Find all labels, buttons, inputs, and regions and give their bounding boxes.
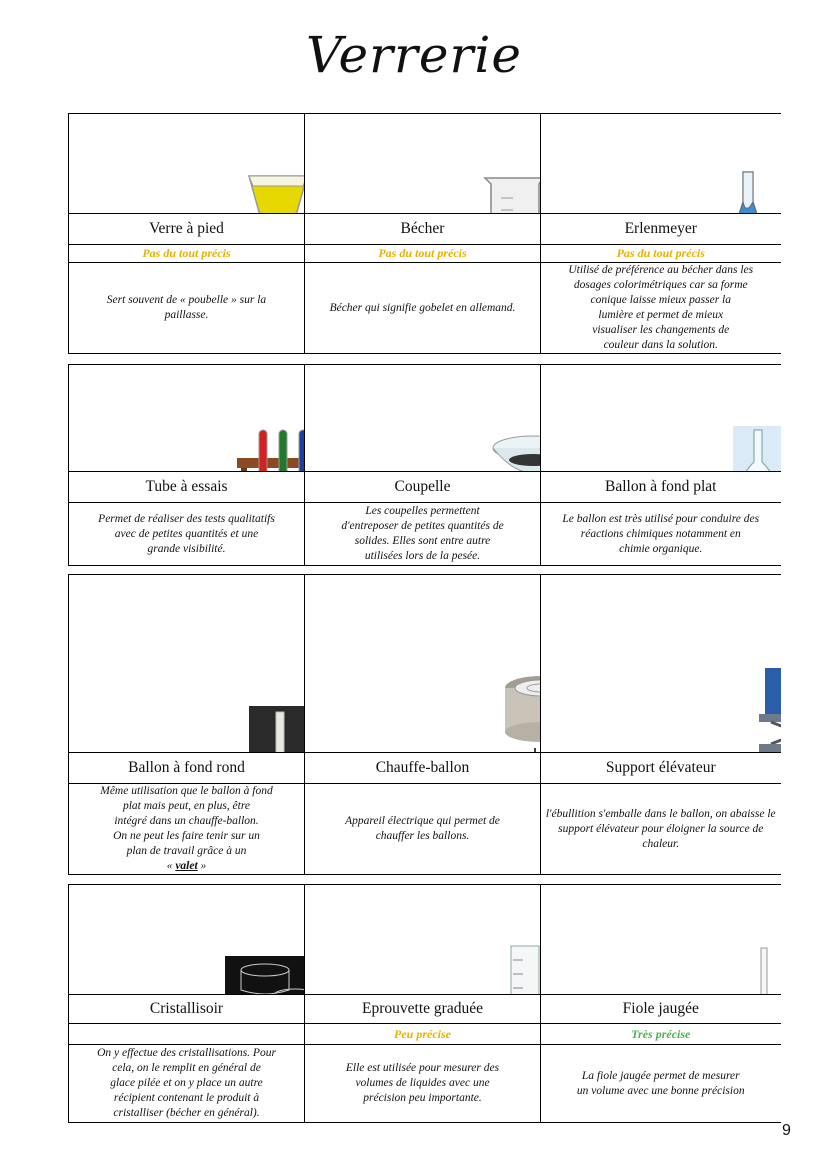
item-name: Ballon à fond plat <box>541 472 781 503</box>
description-line: On y effectue des cristallisations. Pour <box>97 1047 276 1059</box>
ballon-fond-plat-illustration <box>541 365 781 472</box>
item-name: Eprouvette graduée <box>305 995 541 1024</box>
ballon-fond-rond-illustration <box>69 575 305 753</box>
description-line: dosages colorimétriques car sa forme <box>573 279 748 291</box>
item-description <box>305 1045 541 1123</box>
item-description <box>305 263 541 354</box>
description-line: chimie organique. <box>619 542 703 555</box>
description-line: On ne peut les faire tenir sur un <box>113 830 260 842</box>
item-name: Tube à essais <box>69 472 305 503</box>
description-line: Utilisé de préférence au bécher dans les <box>568 264 754 276</box>
chauffe-ballon-icon <box>423 664 541 753</box>
description-line: Appareil électrique qui permet de <box>345 815 500 827</box>
ballon-fond-plat-icon <box>661 418 781 472</box>
description-line: intégré dans un chauffe-ballon. <box>114 815 259 827</box>
description-line: couleur dans la solution. <box>603 339 718 351</box>
description-line: grande visibilité. <box>147 542 226 555</box>
precision-label: Pas du tout précis <box>541 245 781 263</box>
item-name: Fiole jaugée <box>541 995 781 1024</box>
description-line: Sert souvent de « poubelle » sur la <box>106 294 267 306</box>
item-description <box>305 784 541 875</box>
page-number: 9 <box>782 1122 791 1139</box>
description-line: support élévateur pour éloigner la source de <box>558 822 764 835</box>
description-line: un volume avec une bonne précision <box>576 1084 745 1097</box>
valet-term: valet <box>175 860 198 872</box>
item-description <box>69 263 305 354</box>
erlenmeyer-icon <box>661 164 781 214</box>
description-line: avec de petites quantités et une <box>114 527 259 540</box>
fiole-jaugee-icon <box>661 940 781 995</box>
verre-a-pied-illustration <box>69 114 305 214</box>
becher-icon <box>423 164 541 214</box>
eprouvette-illustration <box>305 885 541 995</box>
description-line: récipient contenant le produit à <box>113 1092 260 1104</box>
row-2-table <box>68 364 780 566</box>
description-line: lumière et permet de mieux <box>598 309 724 321</box>
description-line: plan de travail grâce à un <box>126 845 247 857</box>
item-name: Verre à pied <box>69 214 305 245</box>
description-line: visualiser les changements de <box>592 324 730 336</box>
erlenmeyer-illustration <box>541 114 781 214</box>
description-line: d'entreposer de petites quantités de <box>341 520 504 532</box>
description-line: Les coupelles permettent <box>365 505 480 517</box>
item-description <box>541 1045 781 1123</box>
coupelle-illustration <box>305 365 541 472</box>
description-line: précision peu importante. <box>363 1092 482 1104</box>
description-line: paillasse. <box>164 309 209 321</box>
precision-label <box>69 1024 305 1045</box>
precision-label: Peu précise <box>305 1024 541 1045</box>
description-line: utilisées lors de la pesée. <box>364 550 481 562</box>
item-description <box>69 503 305 566</box>
cristallisoir-icon <box>187 940 305 995</box>
precision-label: Pas du tout précis <box>305 245 541 263</box>
chauffe-ballon-illustration <box>305 575 541 753</box>
description-line: Même utilisation que le ballon à fond <box>100 785 273 797</box>
description-line: Bécher qui signifie gobelet en allemand. <box>329 301 516 314</box>
ballon-fond-rond-icon <box>187 664 305 753</box>
description-line: cristalliser (bécher en général). <box>113 1107 260 1119</box>
description-line: chauffer les ballons. <box>375 830 470 842</box>
row-1-table <box>68 113 780 354</box>
description-line: conique laisse mieux passer la <box>590 294 732 306</box>
description-line: volumes de liquides avec une <box>355 1077 490 1089</box>
cristallisoir-illustration <box>69 885 305 995</box>
item-name: Cristallisoir <box>69 995 305 1024</box>
description-line: plat mais peut, en plus, être <box>122 800 251 812</box>
row-4-table <box>68 884 780 1123</box>
verre-a-pied-icon <box>187 164 305 214</box>
description-line: solides. Elles sont entre autre <box>354 535 491 547</box>
becher-illustration <box>305 114 541 214</box>
precision-label: Très précise <box>541 1024 781 1045</box>
description-line: Le ballon est très utilisé pour conduire des <box>562 512 760 525</box>
description-line: glace pilée et on y place un autre <box>110 1077 263 1089</box>
fiole-jaugee-illustration <box>541 885 781 995</box>
item-description <box>305 503 541 566</box>
item-description <box>69 784 305 875</box>
support-elevateur-icon <box>661 664 781 753</box>
page-title: Verrerie <box>306 26 522 84</box>
item-description <box>69 1045 305 1123</box>
description-line: l'ébullition s'emballe dans le ballon, on abaisse le <box>545 807 776 820</box>
precision-label: Pas du tout précis <box>69 245 305 263</box>
item-name: Chauffe-ballon <box>305 753 541 784</box>
eprouvette-icon <box>423 940 541 995</box>
description-line: La fiole jaugée permet de mesurer <box>581 1069 740 1082</box>
description-line: chaleur. <box>642 837 680 850</box>
description-line: Permet de réaliser des tests qualitatifs <box>98 512 275 525</box>
description-line: réactions chimiques notamment en <box>580 527 741 540</box>
support-elevateur-illustration <box>541 575 781 753</box>
item-name: Erlenmeyer <box>541 214 781 245</box>
item-name: Bécher <box>305 214 541 245</box>
description-line: « <box>166 860 176 872</box>
tube-a-essais-icon <box>187 418 305 472</box>
coupelle-icon <box>423 418 541 472</box>
description-line: Elle est utilisée pour mesurer des <box>345 1062 500 1074</box>
item-description <box>541 784 781 875</box>
description-line: cela, on le remplit en général de <box>112 1062 261 1074</box>
tube-a-essais-illustration <box>69 365 305 472</box>
item-name: Coupelle <box>305 472 541 503</box>
description-line: » <box>197 860 207 872</box>
item-description <box>541 263 781 354</box>
item-name: Support élévateur <box>541 753 781 784</box>
row-3-table <box>68 574 780 875</box>
item-name: Ballon à fond rond <box>69 753 305 784</box>
item-description <box>541 503 781 566</box>
